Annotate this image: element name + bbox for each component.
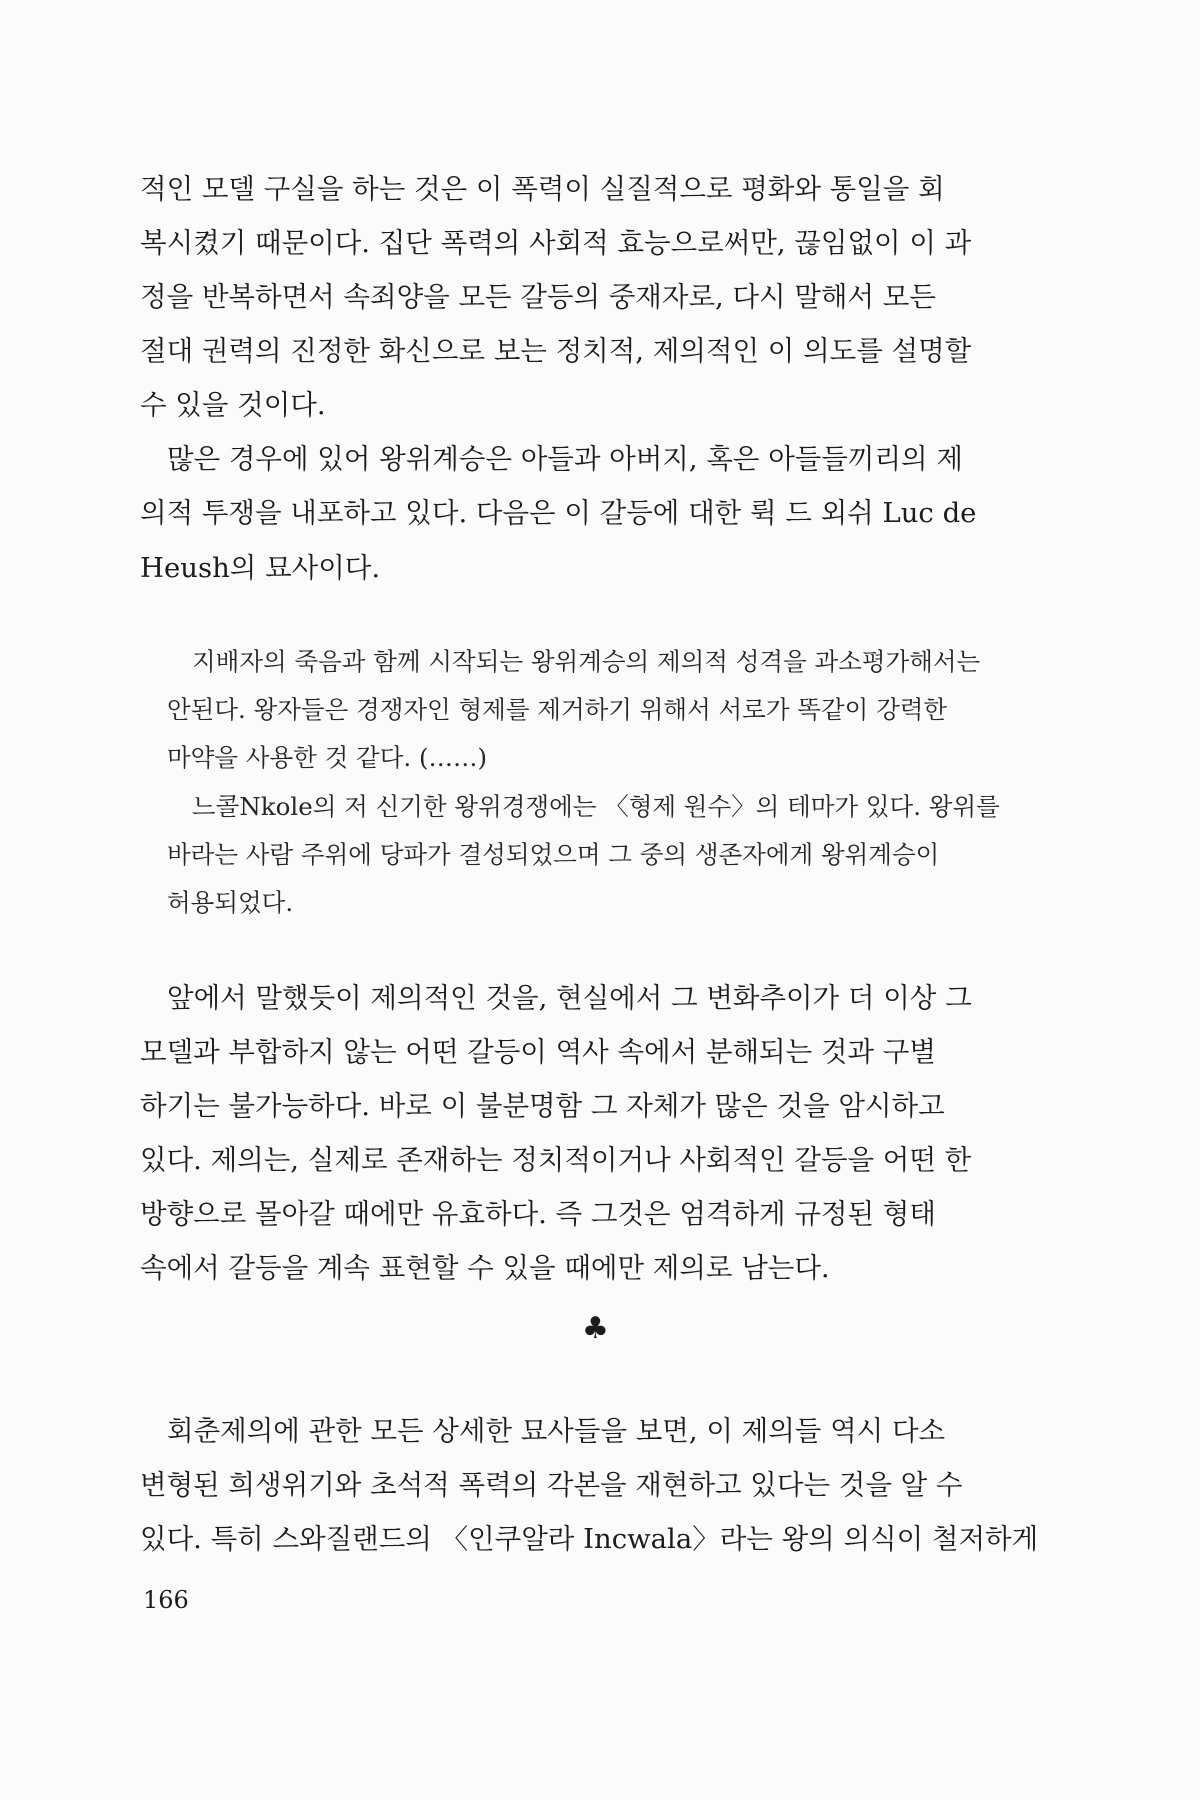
club-ornament-icon: ♣ [582, 1311, 609, 1346]
body-text-line: 회춘제의에 관한 모든 상세한 묘사들을 보면, 이 제의들 역시 다소 [167, 1415, 946, 1447]
quote-text-line: 허용되었다. [167, 888, 294, 917]
page-number: 166 [143, 1586, 189, 1614]
body-text-line: 수 있을 것이다. [140, 389, 326, 421]
body-text-line: 많은 경우에 있어 왕위계승은 아들과 아버지, 혹은 아들들끼리의 제 [167, 443, 963, 475]
body-text-line: 있다. 특히 스와질랜드의 〈인쿠알라 Incwala〉라는 왕의 의식이 철저하게 [140, 1523, 1039, 1555]
quote-text-line: 마약을 사용한 것 같다. (……) [167, 743, 488, 772]
body-text-line: 방향으로 몰아갈 때에만 유효하다. 즉 그것은 엄격하게 규정된 형태 [140, 1198, 936, 1230]
body-text-line: 있다. 제의는, 실제로 존재하는 정치적이거나 사회적인 갈등을 어떤 한 [140, 1144, 972, 1176]
body-text-line: 정을 반복하면서 속죄양을 모든 갈등의 중재자로, 다시 말해서 모든 [140, 281, 936, 313]
body-text-line: 변형된 희생위기와 초석적 폭력의 각본을 재현하고 있다는 것을 알 수 [140, 1469, 963, 1501]
quote-text-line: 느콜Nkole의 저 신기한 왕위경쟁에는 〈형제 원수〉의 테마가 있다. 왕위를 [192, 792, 1000, 821]
quote-text-line: 지배자의 죽음과 함께 시작되는 왕위계승의 제의적 성격을 과소평가해서는 [192, 647, 981, 676]
body-text-line: 절대 권력의 진정한 화신으로 보는 정치적, 제의적인 이 의도를 설명할 [140, 335, 972, 367]
body-text-line: 적인 모델 구실을 하는 것은 이 폭력이 실질적으로 평화와 통일을 회 [140, 173, 945, 205]
body-text-line: 앞에서 말했듯이 제의적인 것을, 현실에서 그 변화추이가 더 이상 그 [167, 982, 972, 1014]
body-text-line: 모델과 부합하지 않는 어떤 갈등이 역사 속에서 분해되는 것과 구별 [140, 1036, 936, 1068]
body-text-line: 하기는 불가능하다. 바로 이 불분명함 그 자체가 많은 것을 암시하고 [140, 1090, 945, 1122]
quote-text-line: 안된다. 왕자들은 경쟁자인 형제를 제거하기 위해서 서로가 똑같이 강력한 [167, 695, 948, 724]
body-text-line: 속에서 갈등을 계속 표현할 수 있을 때에만 제의로 남는다. [140, 1252, 830, 1284]
body-text-line: 복시켰기 때문이다. 집단 폭력의 사회적 효능으로써만, 끊임없이 이 과 [140, 227, 972, 259]
body-text-line: 의적 투쟁을 내포하고 있다. 다음은 이 갈등에 대한 뤽 드 외쉬 Luc de [140, 497, 977, 529]
quote-text-line: 바라는 사람 주위에 당파가 결성되었으며 그 중의 생존자에게 왕위계승이 [167, 840, 940, 869]
body-text-line: Heush의 묘사이다. [140, 552, 381, 584]
